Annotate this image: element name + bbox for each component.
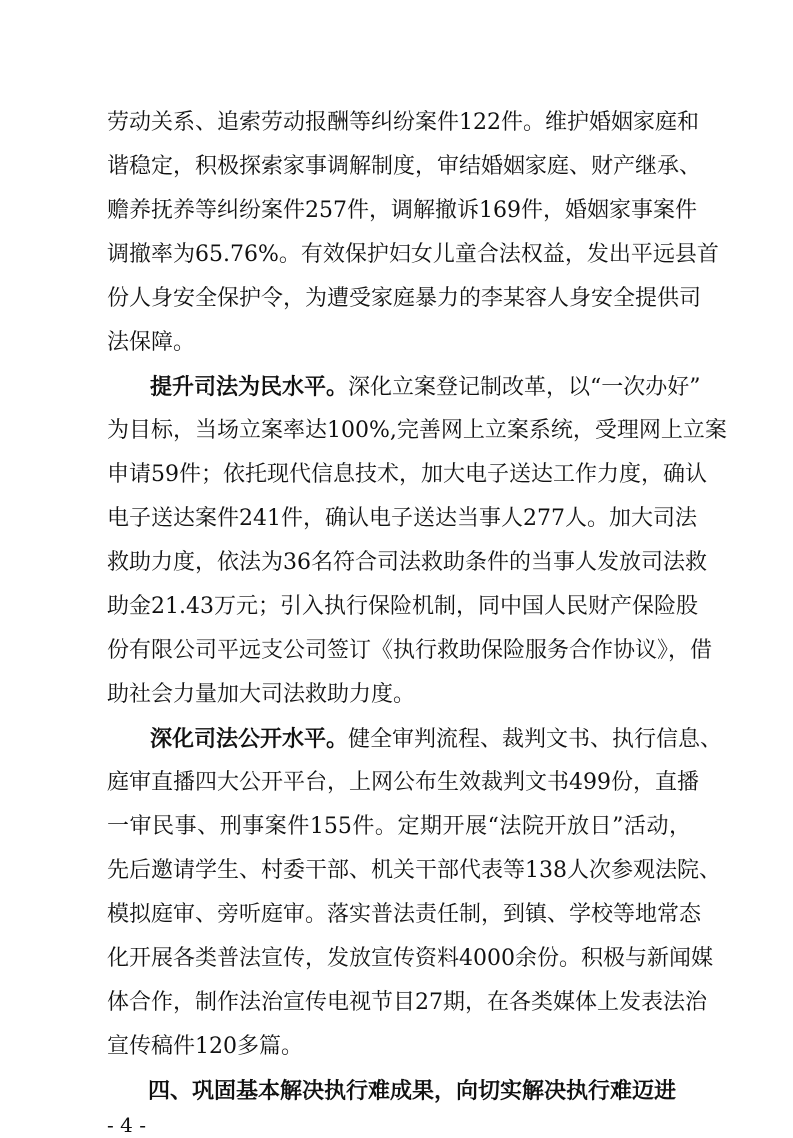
text-line: 电子送达案件241件，确认电子送达当事人277人。加大司法 (107, 506, 697, 531)
text-line: 先后邀请学生、村委干部、机关干部代表等138人次参观法院、 (107, 858, 721, 883)
text-line: 宣传稿件120多篇。 (107, 1034, 303, 1059)
text-line: 一审民事、刑事案件155件。定期开展“法院开放日”活动， (107, 814, 691, 839)
text-line: 助社会力量加大司法救助力度。 (107, 682, 416, 707)
text-line: 救助力度，依法为36名符合司法救助条件的当事人发放司法救 (107, 550, 707, 575)
paragraph-first-line (150, 372, 701, 402)
text-line: 份人身安全保护令，为遭受家庭暴力的李某容人身安全提供司 (107, 286, 702, 311)
paragraph-lead: 深化司法公开水平。 (150, 726, 349, 752)
page-number: - 4 - (107, 1113, 146, 1137)
text-line: 份有限公司平远支公司签订《执行救助保险服务合作协议》，借 (107, 638, 713, 663)
text-line: 模拟庭审、旁听庭审。落实普法责任制，到镇、学校等地常态 (107, 902, 702, 927)
paragraph-first-line-text: 健全审判流程、裁判文书、执行信息、 (348, 727, 723, 752)
text-line: 申请59件；依托现代信息技术，加大电子送达工作力度，确认 (107, 462, 707, 487)
paragraph-first-line-text: 深化立案登记制改革，以“一次办好” (348, 375, 701, 400)
text-line: 为目标，当场立案率达100%,完善网上立案系统，受理网上立案 (107, 418, 727, 443)
text-line: 法保障。 (107, 330, 196, 355)
paragraph-lead: 提升司法为民水平。 (150, 374, 349, 400)
text-line: 庭审直播四大公开平台，上网公布生效裁判文书499份，直播 (107, 770, 699, 795)
text-line: 化开展各类普法宣传，发放宣传资料4000余份。积极与新闻媒 (107, 946, 713, 971)
text-line: 劳动关系、追索劳动报酬等纠纷案件122件。维护婚姻家庭和 (107, 110, 699, 135)
section-heading: 四、巩固基本解决执行难成果，向切实解决执行难迈进 (148, 1078, 677, 1104)
text-line: 助金21.43万元；引入执行保险机制，同中国人民财产保险股 (107, 594, 698, 619)
text-line: 调撤率为65.76%。有效保护妇女儿童合法权益，发出平远县首 (107, 242, 719, 267)
text-line: 体合作，制作法治宣传电视节目27期，在各类媒体上发表法治 (107, 990, 707, 1015)
text-line: 赡养抚养等纠纷案件257件，调解撤诉169件，婚姻家事案件 (107, 198, 697, 223)
text-line: 谐稳定，积极探索家事调解制度，审结婚姻家庭、财产继承、 (107, 154, 702, 179)
paragraph-first-line (150, 724, 723, 754)
